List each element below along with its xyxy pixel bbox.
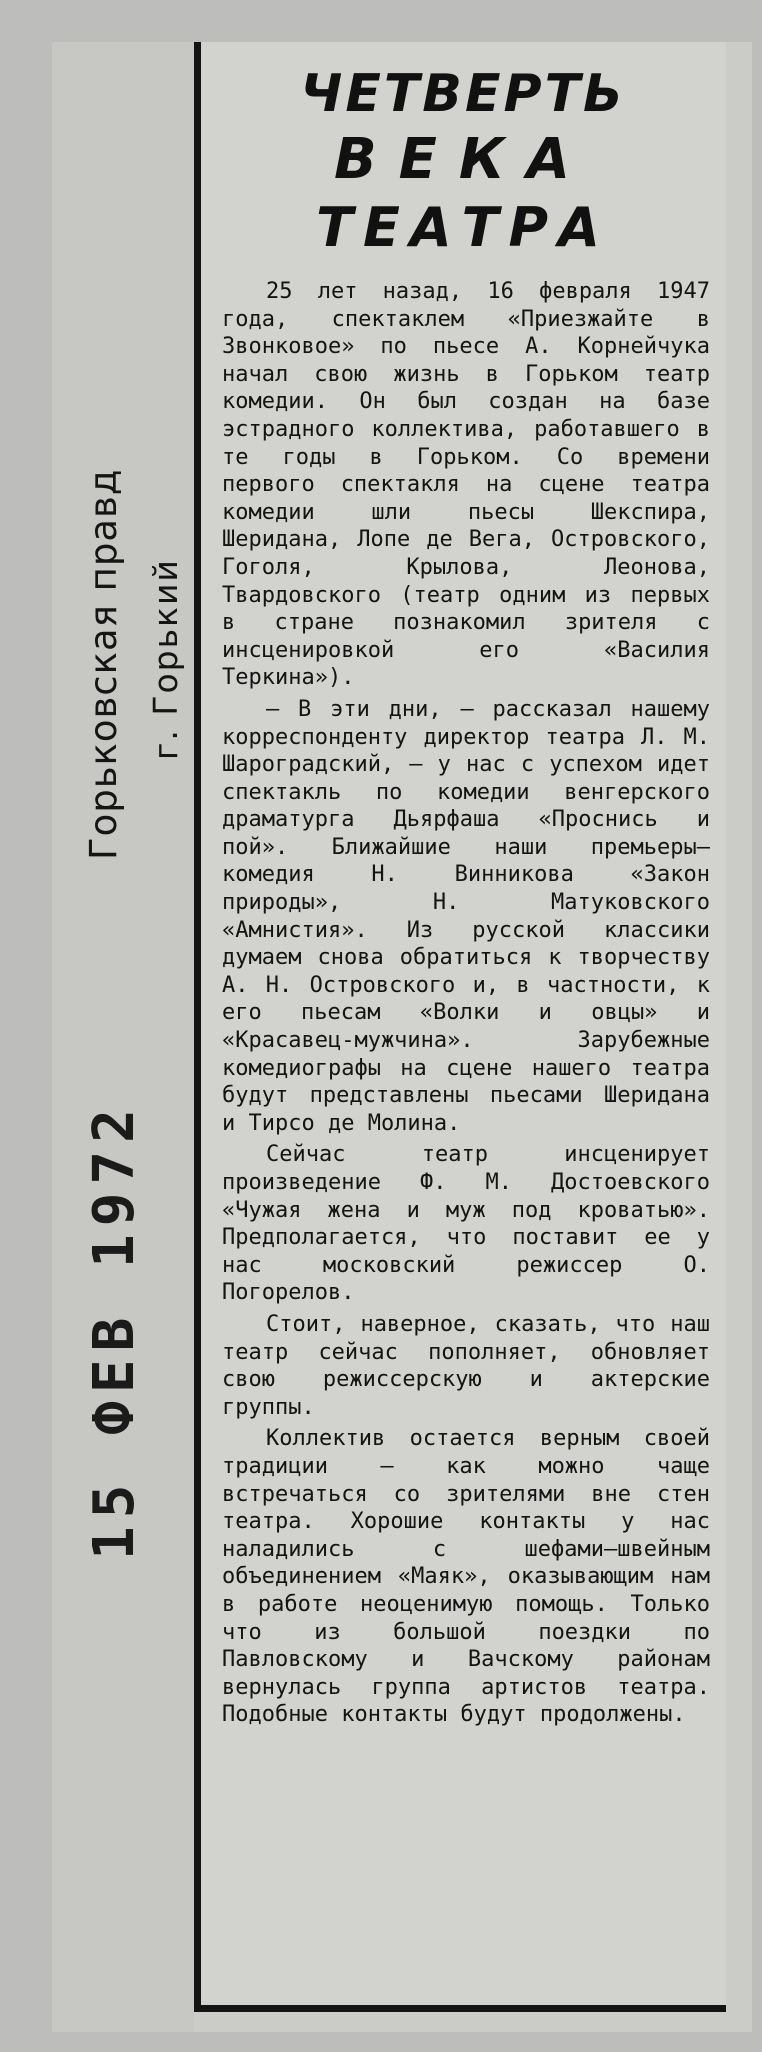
headline-line-2: ВЕКА [333, 127, 593, 192]
headline-line-1: ЧЕТВЕРТЬ [300, 64, 626, 124]
newspaper-name-stamp: Горьковская правд [82, 468, 125, 860]
article-headline [218, 62, 708, 262]
date-stamp: 15 ФЕВ 1972 [82, 1101, 147, 1560]
stamp-margin [52, 42, 194, 2032]
paragraph-3: Сейчас театр инсценирует произведение Ф. М. Достоевского «Чужая жена и муж под кроватью». Предполагается, что поставит ее у нас московский режиссер О. Погорелов. [222, 1142, 710, 1306]
paragraph-5: Коллектив остается верным своей традиции — как можно чаще встречаться со зрителями вне стен театра. Хорошие контакты у нас наладились с шефами—швейным объединением «Маяк», оказывающим нам в работе неоценимую помощь. Только что из большой поездки по Павловскому и Вачскому районам вернулась группа артистов театра. Подобные контакты будут продолжены. [222, 1426, 710, 1728]
headline-line-3: ТЕАТРА [316, 196, 610, 259]
paragraph-2: — В эти дни, — рассказал нашему корреспонденту директор театра Л. М. Шароградский, — у нас с успехом идет спектакль по комедии венгерского драматурга Дьярфаша «Проснись и пой». Ближайшие наши премьеры—комедия Н. Винникова «Закон природы», Н. Матуковского «Амнистия». Из русской классики думаем снова обратиться к творчеству А. Н. Островского и, в частности, к его пьесам «Волки и овцы» и «Красавец-мужчина». Зарубежные комедиографы на сцене нашего театра будут представлены пьесами Шеридана и Тирсо де Молина. [222, 696, 710, 1136]
paragraph-4: Стоит, наверное, сказать, что наш театр сейчас пополняет, обновляет свою режиссерскую и актерские группы. [222, 1311, 710, 1420]
article-body [222, 278, 710, 1733]
city-stamp: г. Горький [146, 558, 185, 760]
paragraph-1: 25 лет назад, 16 февраля 1947 года, спектаклем «Приезжайте в Звонковое» по пьесе А. Корнейчука начал свою жизнь в Горьком театр комедии. Он был создан на базе эстрадного коллектива, работавшего в те годы в Горьком. Со времени первого спектакля на сцене театра комедии шли пьесы Шекспира, Шеридана, Лопе де Вега, Островского, Гоголя, Крылова, Леонова, Твардовского (театр одним из первых в стране познакомил зрителя с инсценировкой его «Василия Теркина»). [222, 279, 710, 691]
